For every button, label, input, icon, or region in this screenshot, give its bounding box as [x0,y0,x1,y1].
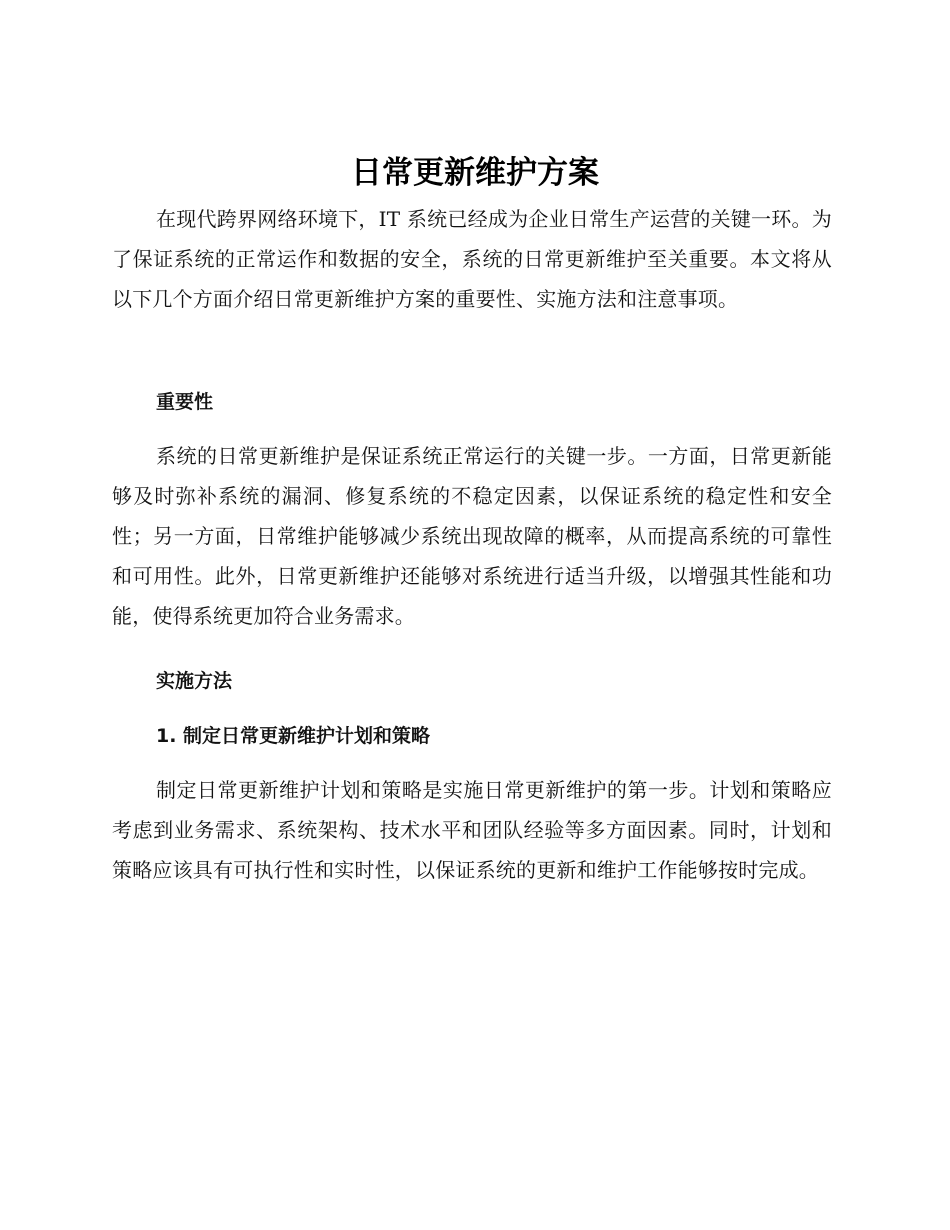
section-heading-implementation: 实施方法 [156,670,233,692]
plan-paragraph: 制定日常更新维护计划和策略是实施日常更新维护的第一步。计划和策略应考虑到业务需求、系统架构、技术水平和团队经验等多方面因素。同时，计划和策略应该具有可执行性和实时性，以保证系统的更新和维护工作能够按时完成。 [112,778,832,882]
section-heading-importance: 重要性 [156,391,214,413]
document-title: 日常更新维护方案 [351,155,599,191]
importance-paragraph: 系统的日常更新维护是保证系统正常运行的关键一步。一方面，日常更新能够及时弥补系统的漏洞、修复系统的不稳定因素，以保证系统的稳定性和安全性；另一方面，日常维护能够减少系统出现故障的概率，从而提高系统的可靠性和可用性。此外，日常更新维护还能够对系统进行适当升级，以增强其性能和功能，使得系统更加符合业务需求。 [112,444,832,628]
subsection-heading-plan: 1. 制定日常更新维护计划和策略 [156,725,431,747]
intro-paragraph: 在现代跨界网络环境下，IT 系统已经成为企业日常生产运营的关键一环。为了保证系统的正常运作和数据的安全，系统的日常更新维护至关重要。本文将从以下几个方面介绍日常更新维护方案的重要性、实施方法和注意事项。 [112,207,832,311]
